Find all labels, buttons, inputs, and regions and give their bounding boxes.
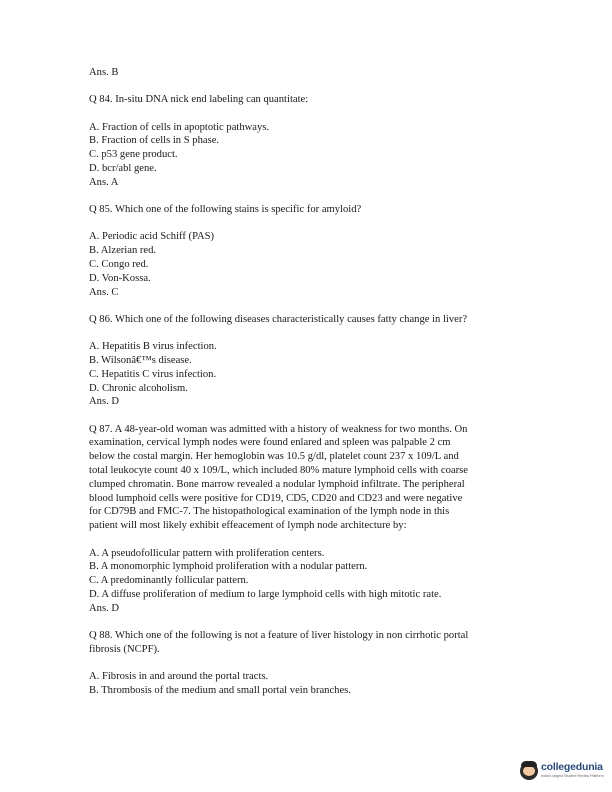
question-87	[89, 423, 529, 616]
option-b: B. Thrombosis of the medium and small portal vein branches.	[89, 684, 351, 696]
option-a: A. Fibrosis in and around the portal tracts.	[89, 671, 269, 683]
question-88	[89, 629, 529, 698]
option-a: A. Periodic acid Schiff (PAS)	[89, 231, 215, 243]
option-d: D. Von-Kossa.	[89, 272, 151, 284]
question-84	[89, 93, 529, 189]
option-a: A. Fraction of cells in apoptotic pathways.	[89, 121, 270, 133]
question-text: Q 85. Which one of the following stains is specific for amyloid?	[89, 204, 362, 216]
question-text-line: for CD79B and FMC-7. The histopathological examination of the lymph node in this	[89, 506, 450, 518]
option-c: C. Hepatitis C virus infection.	[89, 368, 217, 380]
question-86	[89, 313, 529, 409]
logo-brand-text: collegedunia	[541, 761, 603, 773]
logo-tagline: India's largest Student Review Platform	[541, 774, 604, 778]
question-85	[89, 203, 529, 299]
answer: Ans. A	[89, 176, 119, 188]
collegedunia-logo	[520, 760, 612, 786]
question-text-line: examination, cervical lymph nodes were found enlared and spleen was palpable 2 cm	[89, 437, 451, 449]
question-text-line: total leukocyte count 40 x 109/L, which included 80% mature lymphoid cells with coarse	[89, 465, 468, 477]
option-d: D. Chronic alcoholism.	[89, 382, 188, 394]
option-b: B. A monomorphic lymphoid proliferation with a nodular pattern.	[89, 561, 368, 573]
answer-previous: Ans. B	[89, 67, 119, 78]
option-d: D. A diffuse proliferation of medium to large lymphoid cells with high mitotic rate.	[89, 588, 442, 600]
question-text: Q 86. Which one of the following diseases characteristically causes fatty change in liver?	[89, 313, 468, 325]
option-b: B. Fraction of cells in S phase.	[89, 135, 220, 147]
answer: Ans. C	[89, 286, 119, 298]
option-c: C. A predominantly follicular pattern.	[89, 575, 249, 587]
option-a: A. Hepatitis B virus infection.	[89, 341, 217, 353]
question-text-line: fibrosis (NCPF).	[89, 643, 160, 655]
document-body	[89, 66, 529, 698]
question-text-line: patient will most likely exhibit effeacement of lymph node architecture by:	[89, 520, 407, 532]
option-c: C. p53 gene product.	[89, 149, 178, 161]
mascot-icon	[520, 762, 538, 780]
option-d: D. bcr/abl gene.	[89, 162, 157, 174]
option-b: B. Alzerian red.	[89, 245, 157, 257]
question-text-line: Q 87. A 48-year-old woman was admitted with a history of weakness for two months. On	[89, 423, 468, 435]
option-a: A. A pseudofollicular pattern with proliferation centers.	[89, 547, 325, 559]
question-text: Q 84. In-situ DNA nick end labeling can quantitate:	[89, 94, 309, 106]
answer: Ans. D	[89, 396, 120, 408]
question-text-line: Q 88. Which one of the following is not a feature of liver histology in non cirrhotic portal	[89, 630, 469, 641]
question-text-line: below the costal margin. Her hemoglobin was 10.5 g/dl, platelet count 237 x 109/L and	[89, 451, 459, 463]
option-b: B. Wilsonâ€™s disease.	[89, 354, 192, 366]
question-text-line: blood lumphoid cells were positive for CD19, CD5, CD20 and CD23 and were negative	[89, 492, 463, 504]
answer: Ans. D	[89, 602, 120, 614]
option-c: C. Congo red.	[89, 258, 149, 270]
question-text-line: clumped chromatin. Bone marrow revealed a nodular lymphoid infiltrate. The peripheral	[89, 478, 465, 490]
